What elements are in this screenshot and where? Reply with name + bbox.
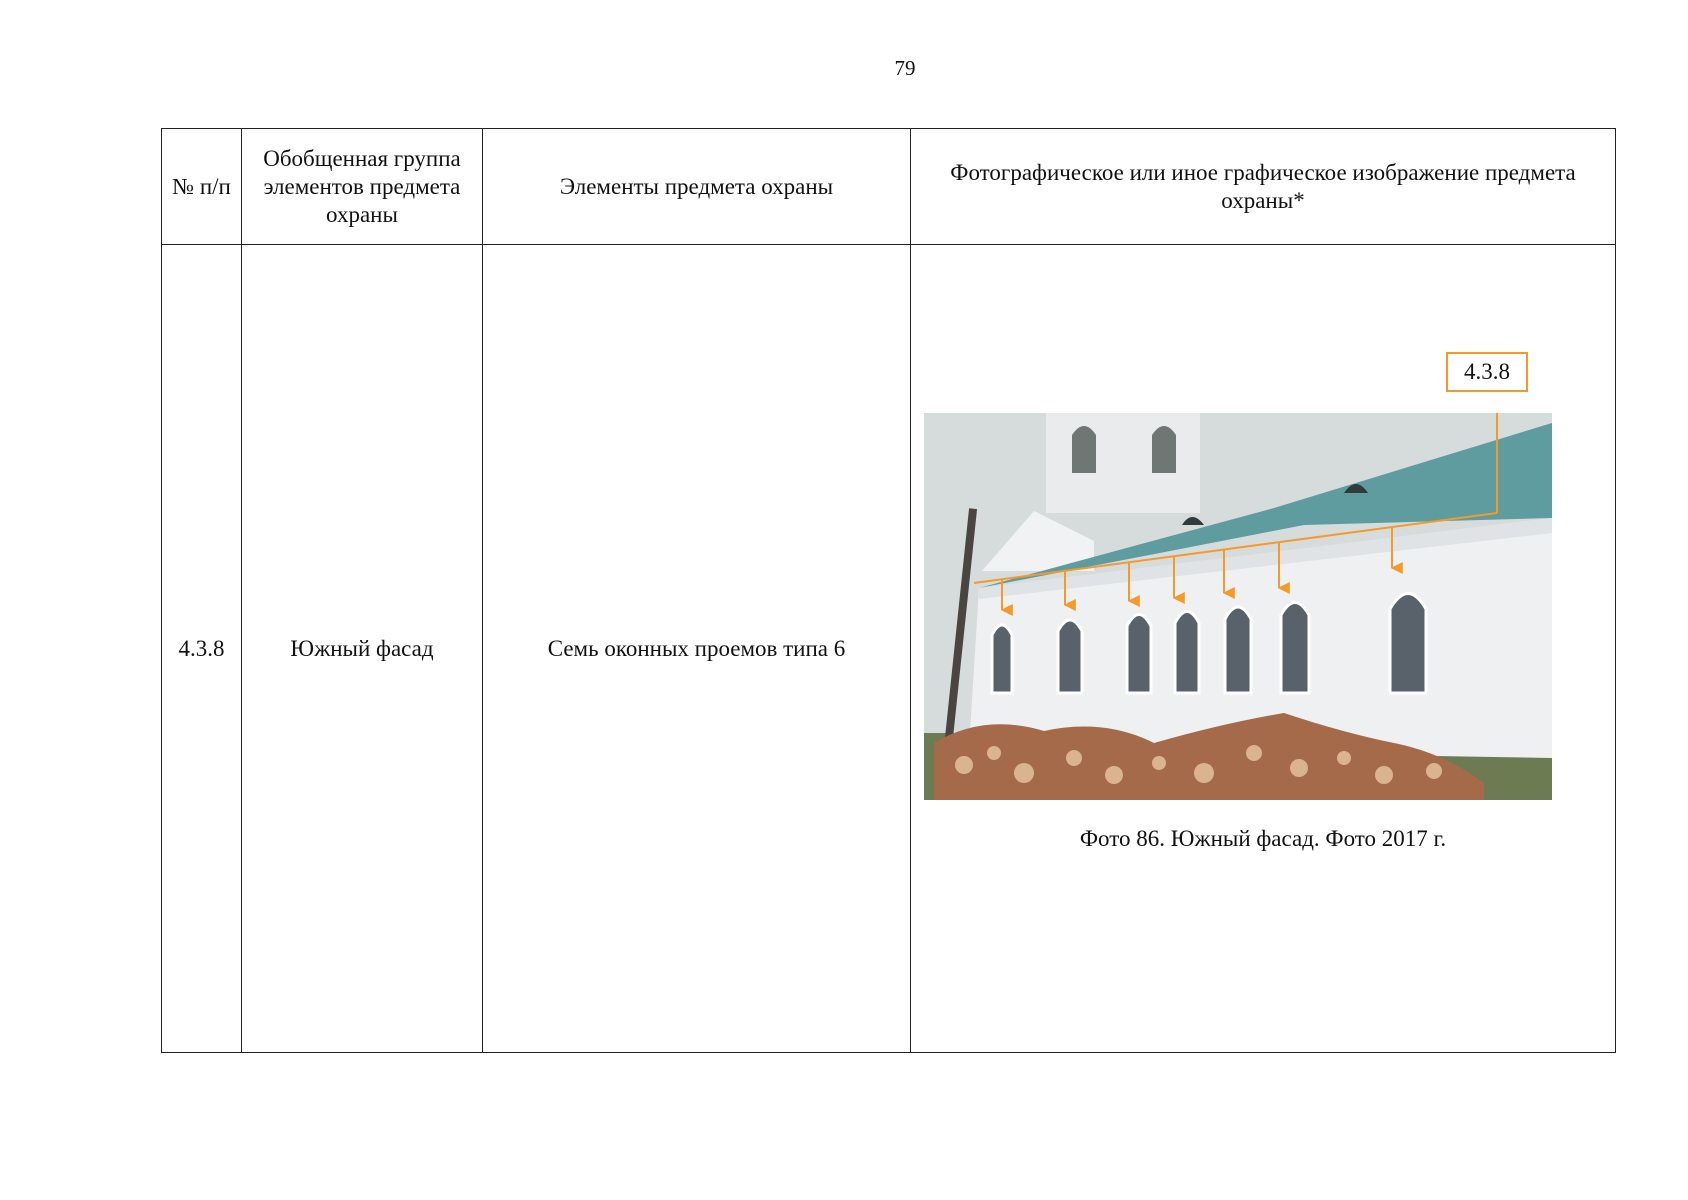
tower-arch-window bbox=[1152, 426, 1176, 473]
window bbox=[1175, 612, 1199, 694]
window bbox=[1058, 620, 1082, 693]
cell-number: 4.3.8 bbox=[162, 245, 242, 1053]
table-row bbox=[162, 245, 1616, 1053]
header-number: № п/п bbox=[162, 129, 242, 245]
cell-group: Южный фасад bbox=[242, 245, 483, 1053]
window bbox=[992, 625, 1012, 693]
tower-arch-window bbox=[1072, 426, 1096, 473]
cell-elements: Семь оконных проемов типа 6 bbox=[483, 245, 911, 1053]
photo-caption: Фото 86. Южный фасад. Фото 2017 г. bbox=[1079, 826, 1447, 851]
header-elements: Элементы предмета охраны bbox=[483, 129, 911, 245]
table-header-row bbox=[162, 129, 1616, 245]
window bbox=[1225, 607, 1251, 693]
bell-tower bbox=[1046, 413, 1200, 513]
page-number: 79 bbox=[894, 56, 916, 80]
annotation-badge: 4.3.8 bbox=[1446, 352, 1528, 392]
facade-photo bbox=[924, 413, 1552, 800]
window bbox=[1127, 615, 1151, 694]
header-image: Фотографическое или иное графическое изображение предмета охраны* bbox=[911, 129, 1616, 245]
header-group: Обобщенная группа элементов предмета охраны bbox=[242, 129, 483, 245]
cell-image bbox=[911, 245, 1616, 1053]
protection-table bbox=[161, 128, 1616, 1053]
window bbox=[1390, 594, 1426, 694]
window bbox=[1281, 603, 1309, 694]
